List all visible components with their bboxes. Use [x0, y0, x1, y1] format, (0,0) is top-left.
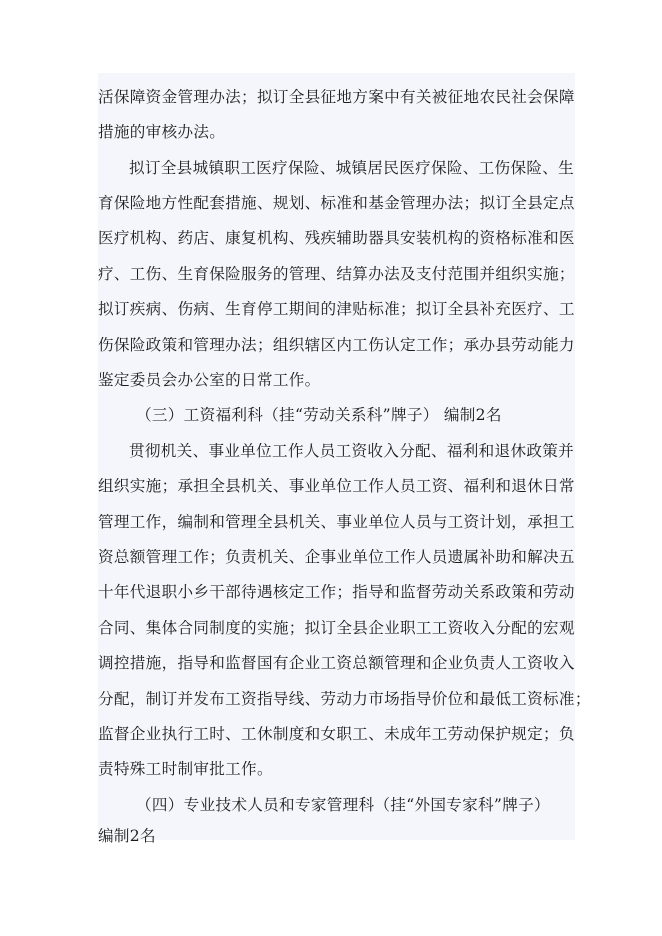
text-line-16: 合同、集体合同制度的实施；拟订全县企业职工工资收入分配的宏观: [98, 619, 575, 637]
text-line-15: 十年代退职小乡干部待遇核定工作；指导和监督劳动关系政策和劳动: [98, 583, 575, 601]
text-line-22: 编制2名: [98, 827, 156, 845]
text-line-13: 管理工作，编制和管理全县机关、事业单位人员与工资计划，承担工: [98, 513, 575, 531]
text-line-12: 组织实施；承担全县机关、事业单位工作人员工资、福利和退休日常: [98, 477, 575, 495]
text-line-4: 育保险地方性配套措施、规划、标准和基金管理办法；拟订全县定点: [98, 194, 575, 212]
text-line-6: 疗、工伤、生育保险服务的管理、结算办法及支付范围并组织实施；: [98, 265, 575, 283]
section-heading-wage-welfare: （三）工资福利科（挂“劳动关系科”牌子） 编制2名: [136, 406, 502, 424]
text-line-2: 措施的审核办法。: [98, 123, 226, 141]
section-heading-professional-experts: （四）专业技术人员和专家管理科（挂“外国专家科”牌子）: [136, 796, 550, 814]
text-line-7: 拟订疾病、伤病、生育停工期间的津贴标准；拟订全县补充医疗、工: [98, 300, 575, 318]
text-line-8: 伤保险政策和管理办法；组织辖区内工伤认定工作；承办县劳动能力: [98, 336, 575, 354]
paragraph-start-wage-welfare: 贯彻机关、事业单位工作人员工资收入分配、福利和退休政策并: [129, 442, 575, 460]
text-line-5: 医疗机构、药店、康复机构、残疾辅助器具安装机构的资格标准和医: [98, 229, 575, 247]
text-line-19: 监督企业执行工时、工休制度和女职工、未成年工劳动保护规定；负: [98, 725, 575, 743]
text-line-18: 分配，制订并发布工资指导线、劳动力市场指导价位和最低工资标准；: [98, 690, 591, 708]
text-line-14: 资总额管理工作；负责机关、企事业单位工作人员遗属补助和解决五: [98, 548, 575, 566]
text-line-17: 调控措施，指导和监督国有企业工资总额管理和企业负责人工资收入: [98, 654, 575, 672]
text-line-9: 鉴定委员会办公室的日常工作。: [98, 371, 321, 389]
document-text-area: [98, 73, 591, 845]
text-line-20: 责特殊工时制审批工作。: [98, 760, 273, 778]
text-line-1: 活保障资金管理办法；拟订全县征地方案中有关被征地农民社会保障: [98, 88, 575, 106]
paragraph-start-medical-insurance: 拟订全县城镇职工医疗保险、城镇居民医疗保险、工伤保险、生: [129, 159, 575, 177]
